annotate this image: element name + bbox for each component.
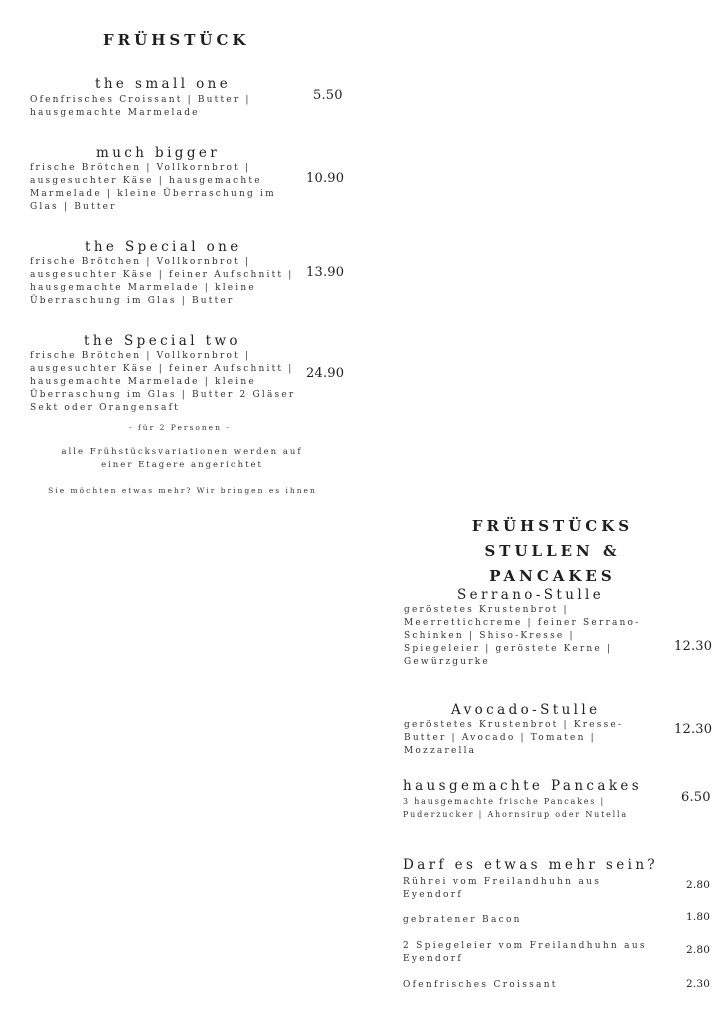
extras-heading: Darf es etwas mehr sein?: [403, 857, 659, 873]
extra-desc-spiegeleier: 2 Spiegeleier vom Freilandhuhn aus Eyendorf: [403, 941, 647, 964]
item-title-small-one: the small one: [95, 76, 232, 92]
item-title-special-one: the Special one: [85, 239, 242, 255]
extra-desc-ruehrei: Rührei vom Freilandhuhn aus Eyendorf: [403, 877, 602, 900]
persons-note: - für 2 Personen -: [129, 423, 231, 432]
stullen-heading: FRÜHSTÜCKS STULLEN & PANCAKES: [471, 517, 634, 585]
price-pancakes: 6.50: [681, 790, 711, 805]
item-desc-pancakes: 3 hausgemachte frische Pancakes | Puderzucker | Ahornsirup oder Nutella: [403, 797, 628, 819]
extra-price-croissant: 2.30: [686, 978, 711, 990]
item-title-special-two: the Special two: [84, 333, 241, 349]
item-title-much-bigger: much bigger: [96, 145, 221, 161]
item-desc-special-two: frische Brötchen | Vollkornbrot | ausgesuchter Käse | feiner Aufschnitt | hausgemachte Marmelade | kleine Überraschung im Glas | Butter 2 Gläser Sekt oder Orangensaft: [30, 351, 296, 413]
item-desc-small-one: Ofenfrisches Croissant | Butter | hausgemachte Marmelade: [30, 95, 251, 118]
extra-desc-croissant: Ofenfrisches Croissant: [403, 980, 558, 990]
fruehstueck-heading: FRÜHSTÜCK: [103, 31, 250, 49]
item-desc-special-one: frische Brötchen | Vollkornbrot | ausgesuchter Käse | feiner Aufschnitt | hausgemachte Marmelade | kleine Überraschung im Glas | Butter: [30, 257, 294, 306]
item-title-pancakes: hausgemachte Pancakes: [403, 778, 643, 794]
extra-price-ruehrei: 2.80: [686, 879, 711, 891]
etagere-note: alle Frühstücksvariationen werden auf einer Etagere angerichtet: [61, 447, 303, 470]
item-desc-serrano: geröstetes Krustenbrot | Meerrettichcreme | feiner Serrano-Schinken | Shiso-Kresse | Spiegeleier | geröstete Kerne | Gewürzgurke: [404, 605, 641, 667]
price-avocado: 12.30: [674, 722, 713, 737]
price-small-one: 5.50: [313, 88, 343, 103]
item-desc-avocado: geröstetes Krustenbrot | Kresse-Butter | Avocado | Tomaten | Mozzarella: [404, 720, 624, 756]
extra-desc-bacon: gebratener Bacon: [403, 915, 522, 925]
more-note: Sie möchten etwas mehr? Wir bringen es ihnen: [48, 486, 317, 495]
item-title-serrano: Serrano-Stulle: [457, 587, 605, 603]
item-title-avocado: Avocado-Stulle: [451, 702, 601, 718]
extra-price-bacon: 1.80: [686, 911, 711, 923]
item-desc-much-bigger: frische Brötchen | Vollkornbrot | ausgesuchter Käse | hausgemachte Marmelade | kleine Überraschung im Glas | Butter: [30, 163, 276, 212]
price-special-two: 24.90: [306, 366, 345, 381]
extra-price-spiegeleier: 2.80: [686, 944, 711, 956]
price-special-one: 13.90: [306, 265, 345, 280]
price-serrano: 12.30: [674, 639, 713, 654]
price-much-bigger: 10.90: [306, 171, 345, 186]
